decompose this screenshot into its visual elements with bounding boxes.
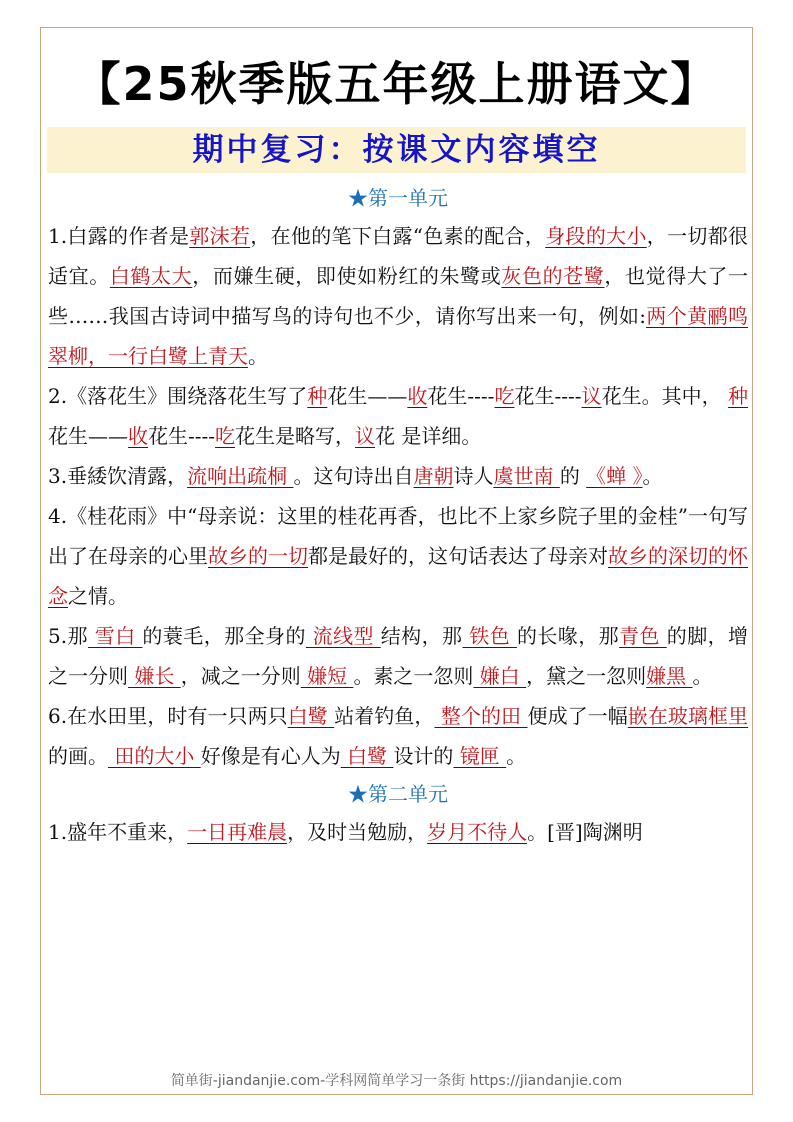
answer-blank: 白鹭 xyxy=(287,704,335,728)
question-number: 1. xyxy=(48,820,68,844)
answer-blank: 议 xyxy=(581,384,602,408)
answer-blank: 故乡的深切的怀念 xyxy=(48,544,748,608)
question-text: 的长喙，那 xyxy=(516,624,620,648)
question-text: 。素之一忽则 xyxy=(353,664,474,688)
question-item xyxy=(48,616,748,696)
answer-blank: 身段的大小 xyxy=(545,224,647,248)
question-text: 在水田里，时有一只两只 xyxy=(67,704,288,728)
question-text: ，及时当勉励， xyxy=(287,820,428,844)
answer-blank: 郭沫若 xyxy=(189,224,251,248)
question-text: 结构，那 xyxy=(380,624,463,648)
question-text: 垂緌饮清露， xyxy=(67,464,188,488)
answer-blank: 故乡的一切 xyxy=(208,544,308,568)
question-text: 花生---- xyxy=(148,424,216,448)
answer-blank: 整个的田 xyxy=(434,704,528,728)
question-text: 好像是有心人为 xyxy=(200,744,341,768)
question-text: 诗人 xyxy=(453,464,494,488)
answer-blank: 一日再难晨 xyxy=(187,820,288,844)
question-text: 那 xyxy=(67,624,88,648)
question-text: 花生。其中， xyxy=(601,384,729,408)
question-item xyxy=(48,216,748,376)
question-text: 花生—— xyxy=(327,384,408,408)
question-text: 。这句诗出自 xyxy=(293,464,414,488)
question-text: 的蓑毛，那全身的 xyxy=(142,624,306,648)
page-subtitle: 期中复习：按课文内容填空 xyxy=(192,132,601,168)
question-number: 3. xyxy=(48,464,68,488)
answer-blank: 灰色的苍鹭 xyxy=(501,264,605,288)
answer-blank: 岁月不待人 xyxy=(427,820,528,844)
answer-blank: 收 xyxy=(407,384,428,408)
page-title: 【25秋季版五年级上册语文】 xyxy=(74,57,719,111)
question-text: 。[晋]陶渊明 xyxy=(527,820,643,844)
question-text: 。 xyxy=(692,664,713,688)
question-text: ，而嫌生硬，即使如粉红的朱鹭或 xyxy=(192,264,502,288)
question-item xyxy=(48,812,748,852)
question-text: 花生---- xyxy=(427,384,495,408)
question-text: ，也觉得大了一些……我国古诗词中描写鸟的诗句也不少，请你写出来一句，例如: xyxy=(48,264,749,328)
question-text: 花生是略写， xyxy=(235,424,356,448)
question-text: 设计的 xyxy=(393,744,454,768)
answer-blank: 雪白 xyxy=(87,624,143,648)
question-text: 《桂花雨》中“母亲说：这里的桂花再香，也比不上家乡院子里的金桂”一句写出了在母亲的心里 xyxy=(48,504,748,568)
question-item xyxy=(48,496,748,616)
question-number: 5. xyxy=(48,624,68,648)
question-text: 。 xyxy=(642,464,663,488)
answer-blank: 吃 xyxy=(215,424,236,448)
question-item xyxy=(48,696,748,776)
question-text: 白露的作者是 xyxy=(67,224,190,248)
question-text: 的画。 xyxy=(48,744,108,768)
answer-blank: 嫌白 xyxy=(473,664,527,688)
answer-blank: 田的大小 xyxy=(108,744,201,768)
answer-blank: 种 xyxy=(728,384,749,408)
answer-blank: 虞世南 xyxy=(493,464,560,488)
question-item xyxy=(48,376,748,456)
answer-blank: 嫌黑 xyxy=(646,664,693,688)
answer-blank: 议 xyxy=(355,424,376,448)
answer-blank: 两个黄鹂鸣翠柳，一行白鹭上青天 xyxy=(48,304,748,368)
answer-blank: 嵌在玻璃框里 xyxy=(627,704,749,728)
question-text: 之情。 xyxy=(68,584,128,608)
answer-blank: 唐朝 xyxy=(413,464,454,488)
question-item xyxy=(48,456,748,496)
question-text: 。 xyxy=(506,744,527,768)
question-text: 的脚，增之一分则 xyxy=(48,624,749,688)
question-text: ，减之一分则 xyxy=(180,664,301,688)
document-body xyxy=(48,180,748,852)
question-text: 《落花生》围绕落花生写了 xyxy=(67,384,308,408)
question-text: 花生—— xyxy=(48,424,128,448)
answer-blank: 《蝉 》 xyxy=(586,464,643,488)
answer-blank: 吃 xyxy=(494,384,515,408)
answer-blank: 镜匣 xyxy=(453,744,507,768)
answer-blank: 白鹤太大 xyxy=(109,264,193,288)
unit-heading: ★第一单元 xyxy=(348,186,448,210)
question-text: 都是最好的，这句话表达了母亲对 xyxy=(308,544,608,568)
question-text: 花生---- xyxy=(514,384,582,408)
question-text: 便成了一幅 xyxy=(527,704,628,728)
answer-blank: 收 xyxy=(128,424,148,448)
question-text: 盛年不重来， xyxy=(67,820,188,844)
answer-blank: 流线型 xyxy=(305,624,381,648)
question-number: 1. xyxy=(48,224,68,248)
question-text: ，一切都很适宜。 xyxy=(48,224,749,288)
answer-blank: 铁色 xyxy=(462,624,517,648)
question-number: 6. xyxy=(48,704,68,728)
answer-blank: 流响出疏桐 xyxy=(187,464,294,488)
question-number: 4. xyxy=(48,504,68,528)
question-text: ，在他的笔下白露“色素的配合， xyxy=(250,224,546,248)
question-text: 花 是详细。 xyxy=(375,424,482,448)
answer-blank: 种 xyxy=(307,384,328,408)
unit-heading: ★第二单元 xyxy=(348,782,448,806)
answer-blank: 嫌短 xyxy=(300,664,354,688)
question-text: 。 xyxy=(248,344,268,368)
answer-blank: 白鹭 xyxy=(340,744,394,768)
answer-blank: 嫌长 xyxy=(128,664,181,688)
question-text: 站着钓鱼， xyxy=(334,704,435,728)
subtitle-banner xyxy=(47,127,746,173)
question-text: 的 xyxy=(559,464,587,488)
question-text: ，黛之一忽则 xyxy=(526,664,647,688)
footer-watermark: 简单街-jiandanjie.com-学科网简单学习一条街 https://jiandanjie.com xyxy=(170,1073,623,1089)
answer-blank: 青色 xyxy=(619,624,667,648)
question-number: 2. xyxy=(48,384,68,408)
